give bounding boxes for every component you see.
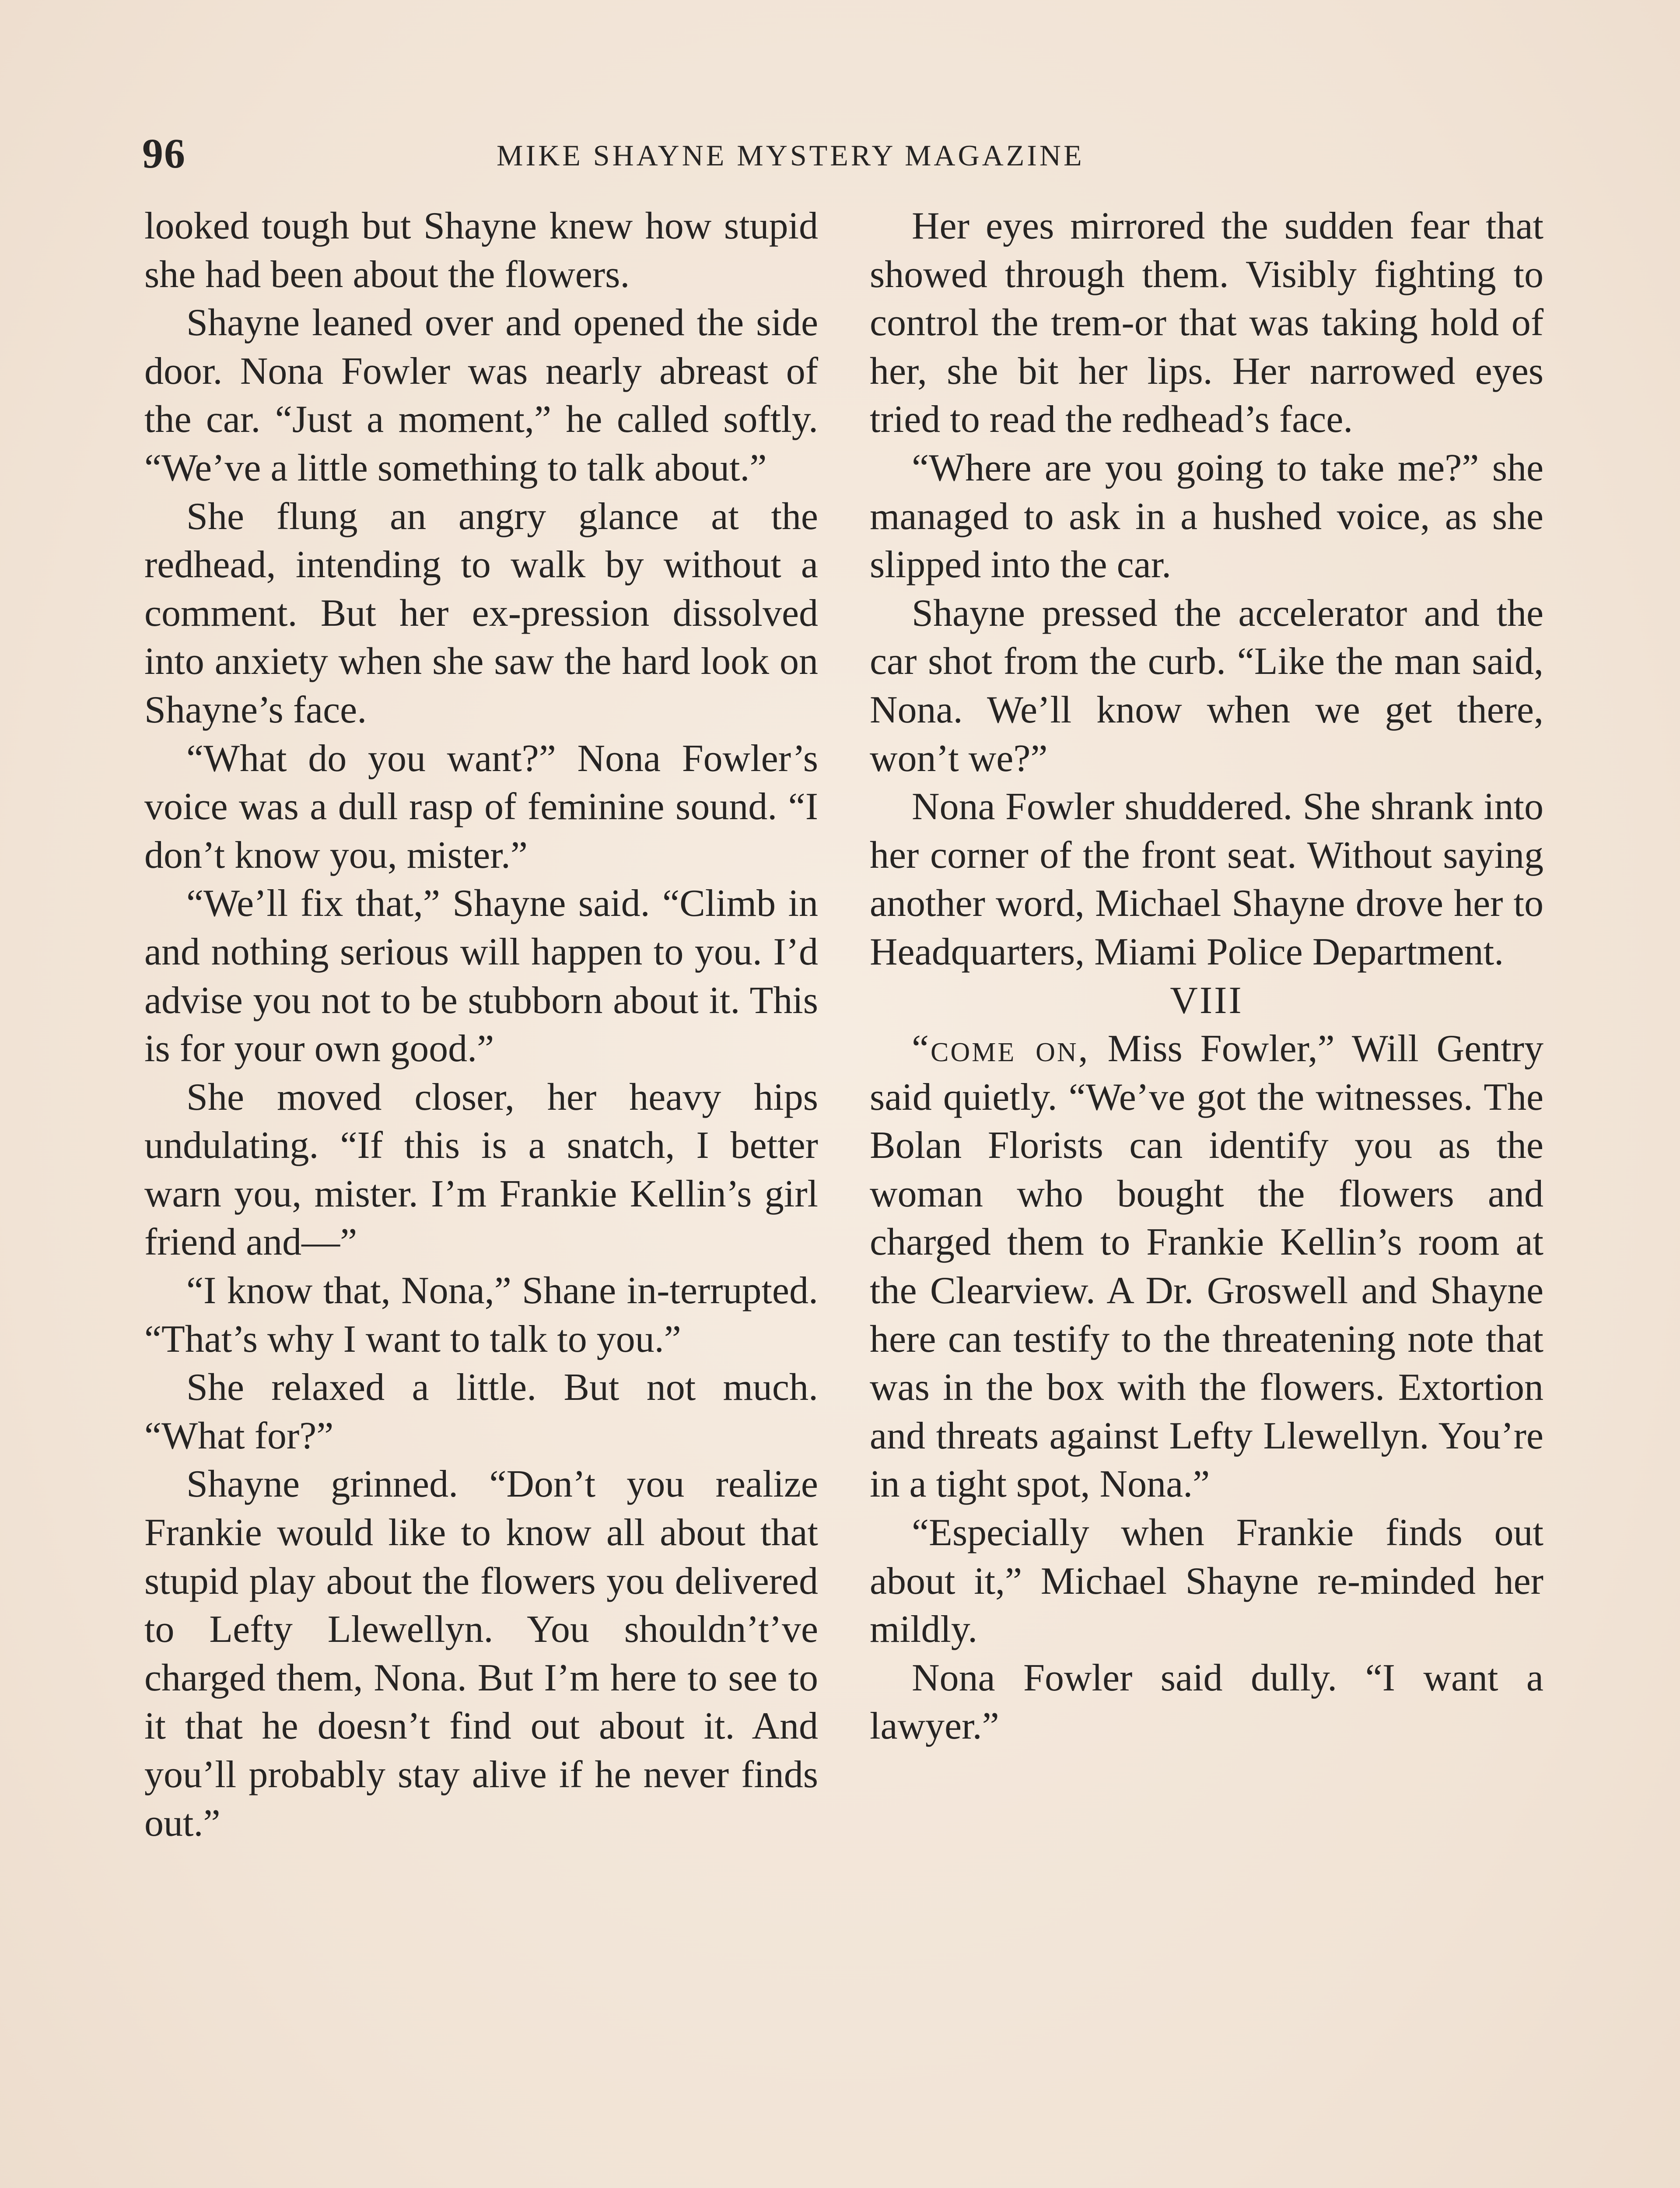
paragraph: “What do you want?” Nona Fowler’s voice was a dull rasp of feminine sound. “I don’t know you, mister.” (144, 737, 818, 877)
chapter-lead-paragraph (870, 1025, 1544, 1509)
paragraph: “Especially when Frankie finds out about it,” Michael Shayne re-minded her mildly. (870, 1511, 1544, 1651)
paragraph: Shayne pressed the accelerator and the car shot from the curb. “Like the man said, Nona. We’ll know when we get there, won’t we?” (870, 592, 1544, 780)
page-header (142, 130, 1555, 178)
paragraph: She relaxed a little. But not much. “What for?” (144, 1366, 818, 1457)
paragraph: looked tough but Shayne knew how stupid she had been about the flowers. (144, 205, 818, 296)
right-column (870, 202, 1544, 1751)
paragraph: “I know that, Nona,” Shane in-terrupted. “That’s why I want to talk to you.” (144, 1269, 818, 1360)
lead-smallcaps: “come on, (912, 1027, 1090, 1070)
left-column (144, 202, 818, 1848)
right-column-after (870, 1509, 1544, 1751)
paragraph: She moved closer, her heavy hips undulating. “If this is a snatch, I better warn you, mister. I’m Frankie Kellin’s girl friend and—” (144, 1076, 818, 1264)
lead-rest: Miss Fowler,” Will Gentry said quietly. “We’ve got the witnesses. The Bolan Florists can identify you as the woman who bought the flowers and charged them to Frankie Kellin’s room at the Clearview. A Dr. Groswell and Shayne here can testify to the threatening note that was in the box with the flowers. Extortion and threats against Lefty Llewellyn. You’re in a tight spot, Nona.” (870, 1027, 1544, 1506)
page-number: 96 (142, 130, 186, 177)
paragraph: Her eyes mirrored the sudden fear that showed through them. Visibly fighting to control the trem-or that was taking hold of her, she bit her lips. Her narrowed eyes tried to read the redhead’s face. (870, 205, 1544, 441)
paragraph: Nona Fowler said dully. “I want a lawyer.” (870, 1656, 1544, 1748)
paragraph: Nona Fowler shuddered. She shrank into her corner of the front seat. Without saying another word, Michael Shayne drove her to Headquarters, Miami Police Department. (870, 785, 1544, 973)
right-column-before (870, 202, 1544, 977)
paragraph: Shayne leaned over and opened the side door. Nona Fowler was nearly abreast of the car. “Just a moment,” he called softly. “We’ve a little something to talk about.” (144, 302, 818, 489)
paragraph: Shayne grinned. “Don’t you realize Frankie would like to know all about that stupid play about the flowers you delivered to Lefty Llewellyn. You shouldn’t’ve charged them, Nona. But I’m here to see to it that he doesn’t find out about it. And you’ll probably stay alive if he never finds out.” (144, 1463, 818, 1844)
paragraph: “Where are you going to take me?” she managed to ask in a hushed voice, as she slipped into the car. (870, 446, 1544, 586)
chapter-heading: VIII (1170, 979, 1243, 1022)
running-head: MIKE SHAYNE MYSTERY MAGAZINE (497, 139, 1085, 172)
paragraph: She flung an angry glance at the redhead, intending to walk by without a comment. But her ex-pression dissolved into anxiety when she saw the hard look on Shayne’s face. (144, 495, 818, 731)
paragraph: “We’ll fix that,” Shayne said. “Climb in and nothing serious will happen to you. I’d advise you not to be stubborn about it. This is for your own good.” (144, 882, 818, 1070)
